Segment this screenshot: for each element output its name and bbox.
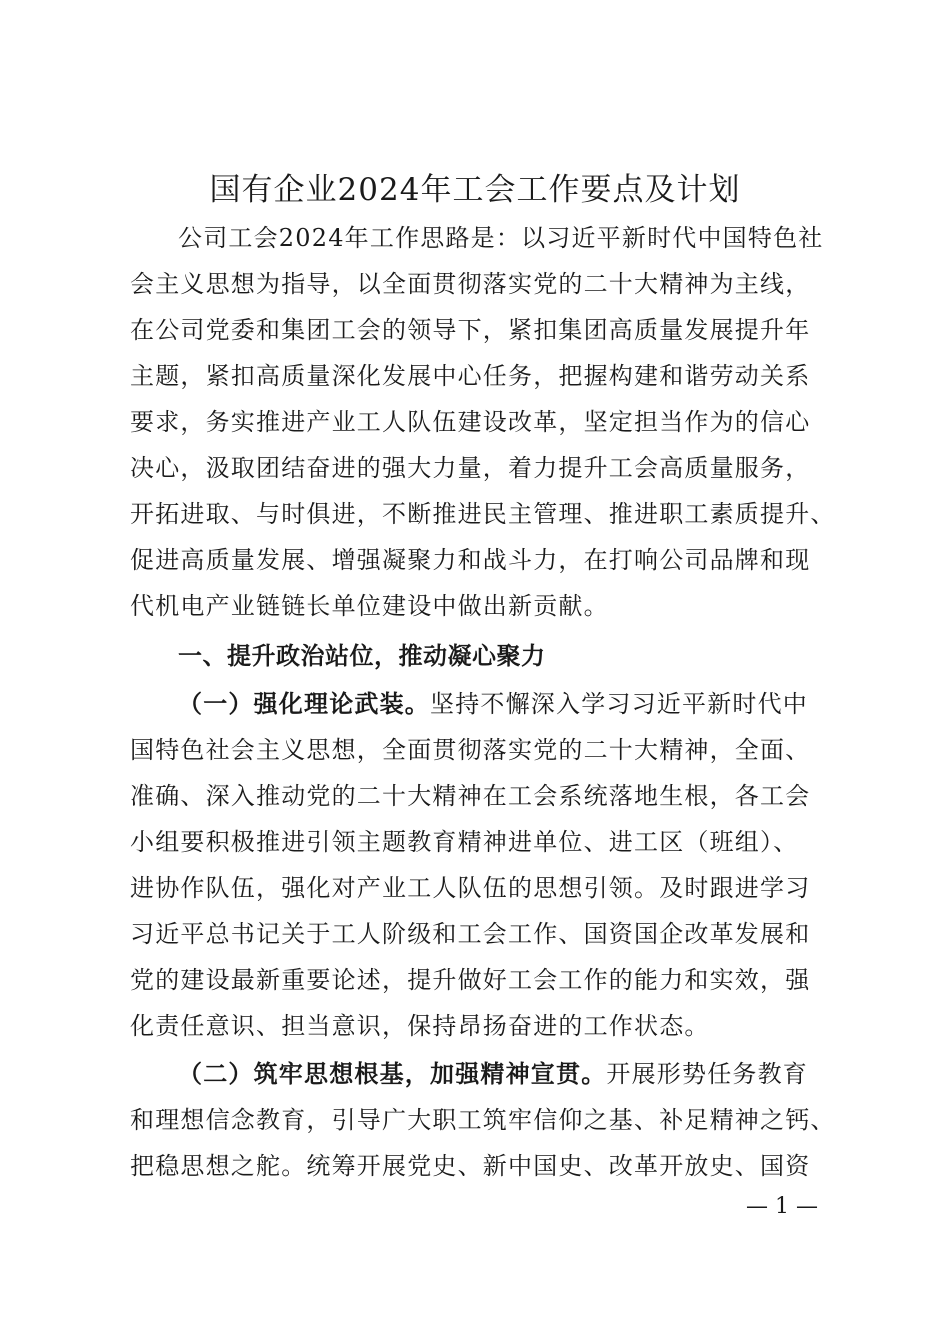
item-1-line: 化责任意识、担当意识，保持昂扬奋进的工作状态。 (130, 1012, 710, 1040)
item-2-first-line (178, 1054, 878, 1094)
item-1-line: 国特色社会主义思想，全面贯彻落实党的二十大精神，全面、 (130, 736, 811, 764)
intro-line: 开拓进取、与时俱进，不断推进民主管理、推进职工素质提升、 (130, 500, 836, 528)
item-2-lead: （二）筑牢思想根基，加强精神宣贯。 (178, 1059, 607, 1088)
intro-line: 代机电产业链链长单位建设中做出新贡献。 (130, 592, 609, 620)
intro-line: 公司工会2024年工作思路是：以习近平新时代中国特色社 (178, 224, 824, 252)
item-1-first-line-text: 坚持不懈深入学习习近平新时代中 (430, 690, 808, 718)
section-heading: 一、提升政治站位，推动凝心聚力 (178, 642, 546, 670)
item-1-line: 小组要积极推进引领主题教育精神进单位、进工区（班组）、 (130, 828, 799, 856)
document-title: 国有企业2024年工会工作要点及计划 (209, 172, 741, 208)
intro-line: 会主义思想为指导，以全面贯彻落实党的二十大精神为主线， (130, 270, 811, 298)
item-1-first-line (178, 684, 878, 724)
item-1-line: 进协作队伍，强化对产业工人队伍的思想引领。及时跟进学习 (130, 874, 811, 902)
item-2-line: 和理想信念教育，引导广大职工筑牢信仰之基、补足精神之钙、 (130, 1106, 836, 1134)
intro-line: 促进高质量发展、增强凝聚力和战斗力，在打响公司品牌和现 (130, 546, 811, 574)
item-1-line: 准确、深入推动党的二十大精神在工会系统落地生根，各工会 (130, 782, 811, 810)
item-1-line: 习近平总书记关于工人阶级和工会工作、国资国企改革发展和 (130, 920, 811, 948)
item-1-lead: （一）强化理论武装。 (178, 689, 430, 718)
intro-line: 主题，紧扣高质量深化发展中心任务，把握构建和谐劳动关系 (130, 362, 811, 390)
item-2-line: 把稳思想之舵。统筹开展党史、新中国史、改革开放史、国资 (130, 1152, 811, 1180)
intro-line: 决心，汲取团结奋进的强大力量，着力提升工会高质量服务， (130, 454, 811, 482)
item-2-first-line-text: 开展形势任务教育 (606, 1060, 809, 1088)
page-number: — 1 — (746, 1194, 818, 1219)
item-1-line: 党的建设最新重要论述，提升做好工会工作的能力和实效，强 (130, 966, 811, 994)
intro-line: 要求，务实推进产业工人队伍建设改革，坚定担当作为的信心 (130, 408, 811, 436)
intro-line: 在公司党委和集团工会的领导下，紧扣集团高质量发展提升年 (130, 316, 811, 344)
